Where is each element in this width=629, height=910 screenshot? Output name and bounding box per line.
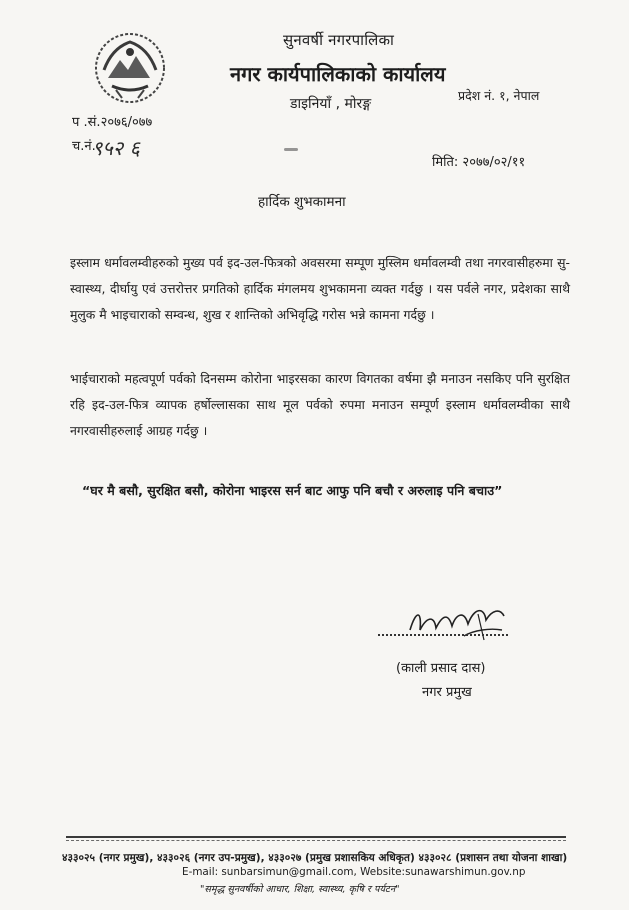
- body-paragraph-1: इस्लाम धर्मावलम्वीहरुको मुख्य पर्व इद-उल-फित्रको अवसरमा सम्पूण मुस्लिम धर्मावलम्वी तथा नगरवासीहरुमा सु-स्वास्थ्य, दीर्घायु एवं उत्तरोत्तर प्रगतिको हार्दिक मंगलमय शुभकामना व्यक्त गर्दछु । यस पर्वले नगर, प्रदेशका साथै मुलुक मै भाइचाराको सम्वन्ध, शुख र शान्तिको अभिवृद्धि गरोस भन्ने कामना गर्दछु ।: [70, 255, 570, 322]
- ink-mark: [284, 148, 298, 151]
- footer-motto: "समृद्ध सुनवर्षीको आधार, शिक्षा, स्वास्थ्य, कृषि र पर्यटन": [200, 884, 400, 895]
- handwritten-signature: [404, 600, 508, 648]
- signer-title: नगर प्रमुख: [422, 685, 472, 700]
- footer-contact: E-mail: sunbarsimun@gmail.com, Website:sunawarshimun.gov.np: [182, 866, 526, 878]
- slogan: “घर मै बसौ, सुरक्षित बसौ, कोरोना भाइरस सर्न बाट आफु पनि बचौ र अरुलाइ पनि बचाउ”: [82, 483, 503, 498]
- footer-divider-dashed: [66, 840, 566, 841]
- nepal-government-emblem-icon: [92, 30, 168, 106]
- office-name: नगर कार्यपालिकाको कार्यालय: [230, 62, 446, 86]
- province-label: प्रदेश नं. १, नेपाल: [458, 88, 540, 103]
- dispatch-number-handwritten: ९५२ ६: [92, 136, 140, 160]
- office-location: डाइनियाँ , मोरङ्ग: [290, 96, 372, 112]
- reference-number: प .सं.२०७६/०७७: [72, 115, 153, 130]
- footer-divider: [66, 836, 566, 838]
- letter-date: मिति: २०७७/०२/११: [432, 155, 526, 170]
- municipality-name: सुनवर्षी नगरपालिका: [283, 31, 395, 49]
- letter-subject: हार्दिक शुभकामना: [258, 194, 346, 210]
- footer-phone-numbers: ४३३०२५ (नगर प्रमुख), ४३३०२६ (नगर उप-प्रमुख), ४३३०२७ (प्रमुख प्रशासकिय अधिकृत) ४३३०२८ (प्रशासन तथा योजना शाखा): [62, 852, 568, 864]
- signature-line: [378, 634, 508, 636]
- body-paragraph-2: भाईचाराको महत्वपूर्ण पर्वको दिनसम्म कोरोना भाइरसका कारण विगतका वर्षमा झै मनाउन नसकिए पनि सुरक्षित रहि इद-उल-फित्र व्यापक हर्षोल्लासका साथ मूल पर्वको रुपमा मनाउन सम्पूर्ण इस्लाम धर्मावलम्वीका साथै नगरवासीहरुलाई आग्रह गर्दछु ।: [70, 371, 570, 438]
- dispatch-number-label: च.नं.: [72, 139, 96, 154]
- signer-name: (काली प्रसाद दास): [396, 661, 486, 676]
